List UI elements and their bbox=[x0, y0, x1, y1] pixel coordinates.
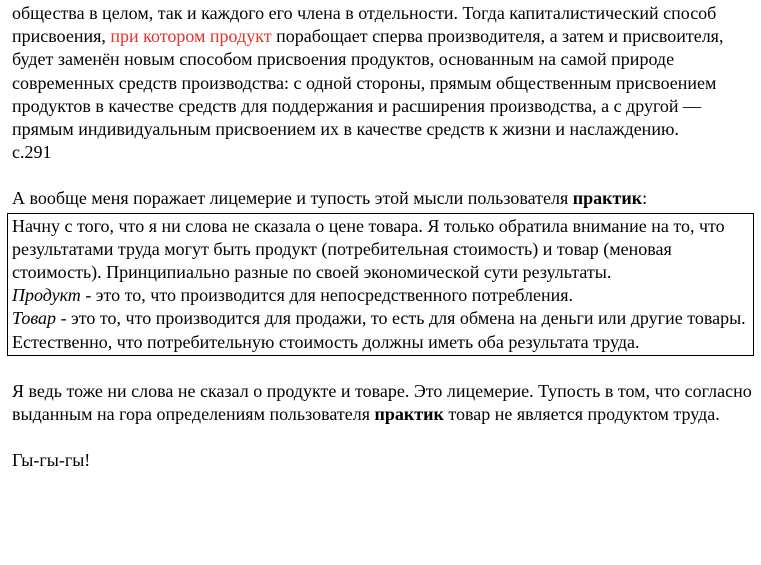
closing-line: Гы-гы-гы! bbox=[12, 450, 91, 471]
quoted-passage-rest: порабощает сперва производителя, а затем и присвоителя, будет заменён новым способом присвоения продуктов, основанным на самой природе современных средств производства: с одной стороны, прямым общественным присвоением продуктов в качестве средств для поддержания и расширения производства, а с другой — прямым индивидуальным присвоением их в качестве средств к жизни и наслаждению. bbox=[12, 26, 724, 140]
boxed-quote bbox=[7, 213, 754, 356]
definition-commodity bbox=[12, 307, 747, 353]
definition-product bbox=[12, 284, 747, 307]
quoted-passage-start: общества в целом, так и каждого его члена в отдельности. Тогда капиталистический способ присвоения, bbox=[12, 3, 717, 47]
spacer bbox=[12, 164, 757, 187]
term-commodity: Товар bbox=[12, 308, 57, 329]
definition-commodity-text: - это то, что производится для продажи, то есть для обмена на деньги или другие товары. Естественно, что потребительную стоимость должны иметь оба результата труда. bbox=[12, 308, 746, 352]
intro-text: А вообще меня поражает лицемерие и тупость этой мысли пользователя bbox=[12, 188, 573, 209]
spacer bbox=[12, 426, 757, 449]
page-reference: с.291 bbox=[12, 142, 52, 163]
reply-text-end: товар не является продуктом труда. bbox=[443, 404, 720, 425]
post-content bbox=[12, 2, 757, 472]
boxed-quote-paragraph: Начну с того, что я ни слова не сказала о цене товара. Я только обратила внимание на то, что результатами труда могут быть продукт (потребительная стоимость) и товар (меновая стоимость). Принципиально разные по своей экономической сути результаты. bbox=[12, 215, 725, 283]
highlighted-phrase: при котором продукт bbox=[110, 26, 272, 47]
definition-product-text: - это то, что производится для непосредственного потребления. bbox=[80, 285, 574, 306]
reply-paragraph bbox=[12, 380, 757, 426]
username-mention[interactable]: практик bbox=[572, 188, 643, 209]
reply-text-start: Я ведь тоже ни слова не сказал о продукте и товаре. Это лицемерие. Тупость в том, что согласно выданным на гора определениям пользователя bbox=[12, 380, 752, 425]
reply-username-mention[interactable]: практик bbox=[374, 404, 444, 425]
intro-colon: : bbox=[642, 188, 648, 209]
term-product: Продукт bbox=[12, 285, 81, 306]
quoted-passage bbox=[12, 2, 757, 141]
intro-line bbox=[12, 187, 757, 210]
